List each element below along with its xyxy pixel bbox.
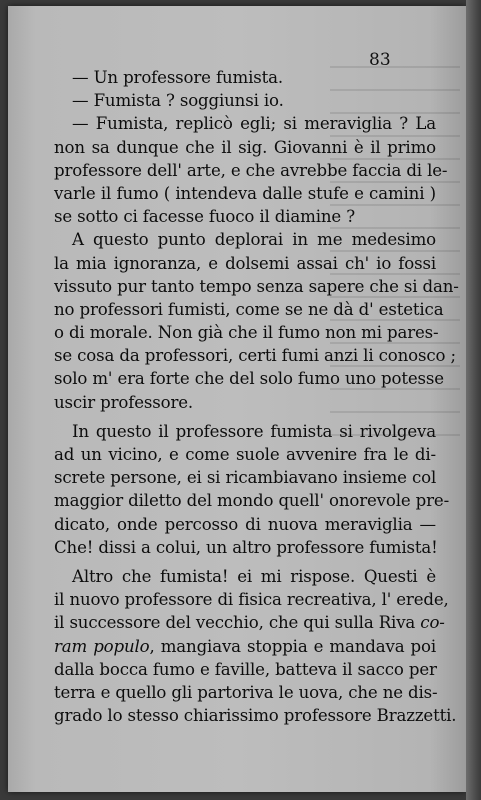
- text-line: — Un professore fumista.: [72, 68, 283, 87]
- text-line: A questo punto deplorai in me medesimo: [72, 230, 436, 250]
- text-line: Altro che fumista! ei mi rispose. Questi è: [72, 566, 436, 586]
- text-line: terra e quello gli partoriva le uova, che ne dis-: [54, 682, 438, 702]
- text-line: ad un vicino, e come suole avvenire fra le di-: [54, 445, 436, 464]
- paragraph: [54, 228, 459, 414]
- text-line: professore dell' arte, e che avrebbe faccia di le-: [54, 160, 448, 180]
- text-line: il nuovo professore di fisica recreativa, l' erede,: [54, 590, 449, 610]
- text-line: grado lo stesso chiarissimo professore Brazzetti.: [54, 706, 457, 726]
- text-line: dalla bocca fumo e faville, batteva il sacco per: [54, 659, 437, 679]
- text-line: — Fumista ? soggiunsi io.: [72, 91, 284, 111]
- text-segment: il successore del vecchio, che qui sulla Riva: [54, 613, 421, 633]
- text-line: uscir professore.: [54, 392, 194, 412]
- text-line: [54, 611, 445, 634]
- text-line: la mia ignoranza, e dolsemi assai ch' io fossi: [54, 253, 436, 273]
- text-line: maggior diletto del mondo quell' onorevole pre-: [54, 491, 450, 511]
- paragraph: [54, 559, 457, 727]
- text-line: vissuto pur tanto tempo senza sapere che si dan-: [54, 276, 459, 296]
- text-line: se cosa da professori, certi fumi anzi li conosco ;: [54, 346, 456, 366]
- paragraph: [54, 66, 436, 89]
- text-line: — Fumista, replicò egli; si meraviglia ? La: [72, 114, 436, 134]
- italic-text: co-: [420, 613, 445, 633]
- text-line: Che! dissi a colui, un altro professore fumista!: [54, 537, 438, 557]
- text-line: no professori fumisti, come se ne dà d' estetica: [54, 299, 444, 319]
- text-line: se sotto ci facesse fuoco il diamine ?: [54, 207, 355, 227]
- book-spine-edge: [466, 0, 481, 800]
- paragraph: [54, 112, 448, 228]
- book-page: [8, 6, 466, 792]
- page-number: 83: [369, 50, 391, 70]
- text-line: [54, 635, 436, 658]
- text-line: solo m' era forte che del solo fumo uno potesse: [54, 369, 444, 389]
- page-body-text: [54, 66, 459, 727]
- italic-text: ram populo: [54, 636, 150, 656]
- text-segment: , mangiava stoppia e mandava poi: [149, 636, 436, 656]
- text-line: dicato, onde percosso di nuova meraviglia —: [54, 514, 436, 534]
- paragraph: [54, 414, 450, 559]
- paragraph: [54, 89, 436, 112]
- text-line: varle il fumo ( intendeva dalle stufe e camini ): [54, 183, 436, 203]
- text-line: o di morale. Non già che il fumo non mi pares-: [54, 323, 439, 343]
- text-line: In questo il professore fumista si rivolgeva: [72, 421, 436, 441]
- text-line: screte persone, ei si ricambiavano insieme col: [54, 468, 437, 488]
- text-line: non sa dunque che il sig. Giovanni è il primo: [54, 137, 436, 157]
